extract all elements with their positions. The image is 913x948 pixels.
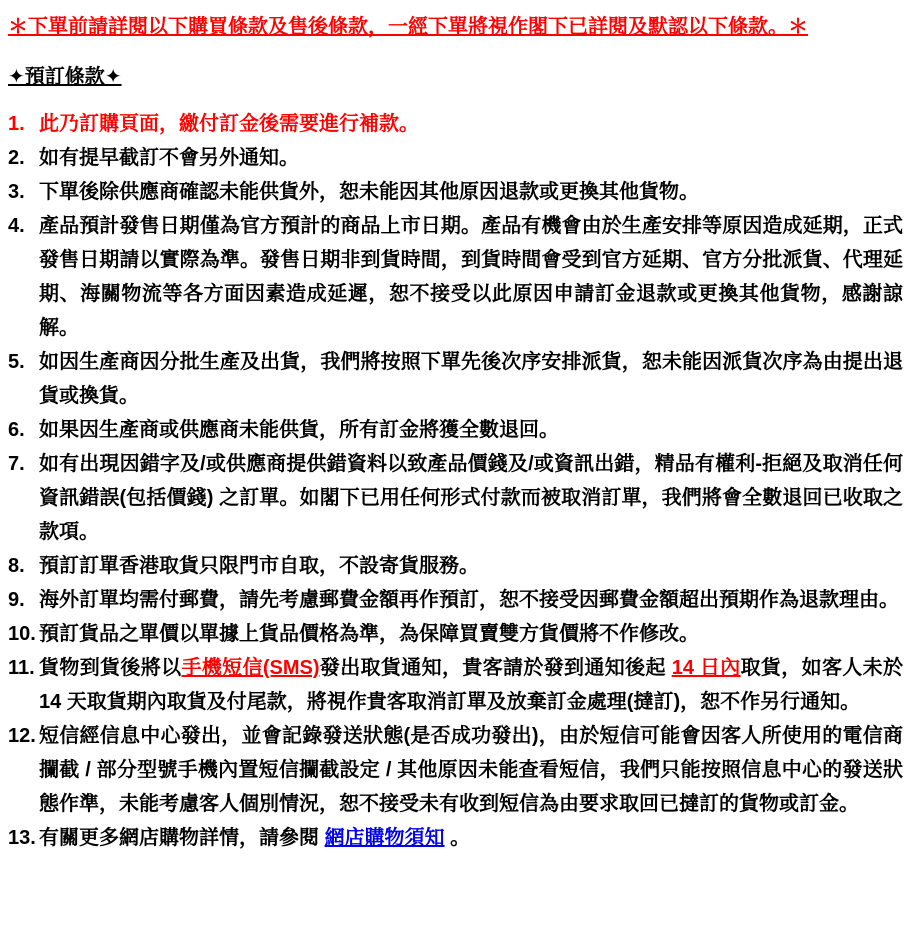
term-item-1: [8, 107, 905, 141]
term-segment: 有關更多網店購物詳情，請參閱: [39, 827, 325, 849]
term-text: [39, 413, 905, 447]
term-number: 12.: [8, 725, 36, 747]
term-number: 6.: [8, 419, 25, 441]
term-segment: 預訂貨品之單價以單據上貨品價格為準，為保障買賣雙方貨價將不作修改。: [39, 623, 699, 645]
term-text: [39, 107, 905, 141]
term-item-5: [8, 345, 905, 413]
term-item-6: [8, 413, 905, 447]
term-number: 2.: [8, 147, 25, 169]
term-text: [39, 651, 905, 719]
term-number: 9.: [8, 589, 25, 611]
section-title-row: [8, 60, 905, 107]
term-number: 8.: [8, 555, 25, 577]
term-item-8: [8, 549, 905, 583]
term-item-10: [8, 617, 905, 651]
term-segment: 。: [444, 827, 471, 849]
term-segment: 海外訂單均需付郵費，請先考慮郵費金額再作預訂，恕不接受因郵費金額超出預期作為退款理由。: [39, 589, 899, 611]
term-segment: 此乃訂購頁面，繳付訂金後需要進行補款。: [39, 113, 419, 135]
term-number: 13.: [8, 827, 36, 849]
term-segment: 如果因生產商或供應商未能供貨，所有訂金將獲全數退回。: [39, 419, 559, 441]
purchase-notice-banner: ＊下單前請詳閱以下購買條款及售後條款，一經下單將視作閣下已詳閱及默認以下條款。＊: [8, 16, 808, 38]
term-item-13: [8, 821, 905, 855]
term-item-2: [8, 141, 905, 175]
term-number: 11.: [8, 657, 35, 679]
term-segment: 取貨，如客人未於 14 天取貨期內取貨及付尾款，將視作貴客取消訂單及放棄訂金處理(撻訂)，恕不作另行通知。: [39, 657, 904, 713]
term-item-11: [8, 651, 905, 719]
term-number: 10.: [8, 623, 36, 645]
term-number: 5.: [8, 351, 25, 373]
pickup-deadline-highlight: 14 日內: [671, 657, 741, 679]
term-number: 1.: [8, 113, 25, 135]
term-number: 3.: [8, 181, 25, 203]
term-item-9: [8, 583, 905, 617]
term-item-12: [8, 719, 905, 821]
term-item-7: [8, 447, 905, 549]
term-segment: 產品預計發售日期僅為官方預計的商品上市日期。產品有機會由於生產安排等原因造成延期，正式發售日期請以實際為準。發售日期非到貨時間，到貨時間會受到官方延期、官方分批派貨、代理延期、海關物流等各方面因素造成延遲，恕不接受以此原因申請訂金退款或更換其他貨物，感謝諒解。: [39, 215, 903, 339]
term-text: [39, 617, 905, 651]
term-segment: 如因生產商因分批生產及出貨，我們將按照下單先後次序安排派貨，恕未能因派貨次序為由提出退貨或換貨。: [39, 351, 903, 407]
term-item-4: [8, 209, 905, 345]
term-text: [39, 209, 905, 345]
shop-guide-link[interactable]: 網店購物須知: [324, 827, 445, 849]
term-segment: 下單後除供應商確認未能供貨外，恕未能因其他原因退款或更換其他貨物。: [39, 181, 699, 203]
term-segment: 如有提早截訂不會另外通知。: [39, 147, 299, 169]
term-text: [39, 583, 905, 617]
term-segment: 發出取貨通知，貴客請於發到通知後起: [319, 657, 672, 679]
term-segment: 預訂訂單香港取貨只限門市自取，不設寄貨服務。: [39, 555, 479, 577]
term-text: [39, 141, 905, 175]
term-segment: 短信經信息中心發出，並會記錄發送狀態(是否成功發出)，由於短信可能會因客人所使用的電信商攔截 / 部分型號手機內置短信攔截設定 / 其他原因未能查看短信，我們只能按照信息中心的發送狀態作準，未能考慮客人個別情況，恕不接受未有收到短信為由要求取回已撻訂的貨物或訂金。: [39, 725, 903, 815]
term-text: [39, 821, 905, 855]
term-text: [39, 447, 905, 549]
term-text: [39, 549, 905, 583]
term-number: 4.: [8, 215, 25, 237]
term-text: [39, 175, 905, 209]
term-segment: 貨物到貨後將以: [39, 657, 182, 679]
term-number: 7.: [8, 453, 25, 475]
term-item-3: [8, 175, 905, 209]
sms-notice-highlight: 手機短信(SMS): [181, 657, 320, 679]
term-segment: 如有出現因錯字及/或供應商提供錯資料以致產品價錢及/或資訊出錯，精品有權利-拒絕及取消任何資訊錯誤(包括價錢) 之訂單。如閣下已用任何形式付款而被取消訂單，我們將會全數退回已收取之款項。: [39, 453, 903, 543]
term-text: [39, 345, 905, 413]
term-text: [39, 719, 905, 821]
section-title-preorder-terms: ✦預訂條款✦: [8, 66, 122, 88]
terms-list: [8, 107, 905, 855]
